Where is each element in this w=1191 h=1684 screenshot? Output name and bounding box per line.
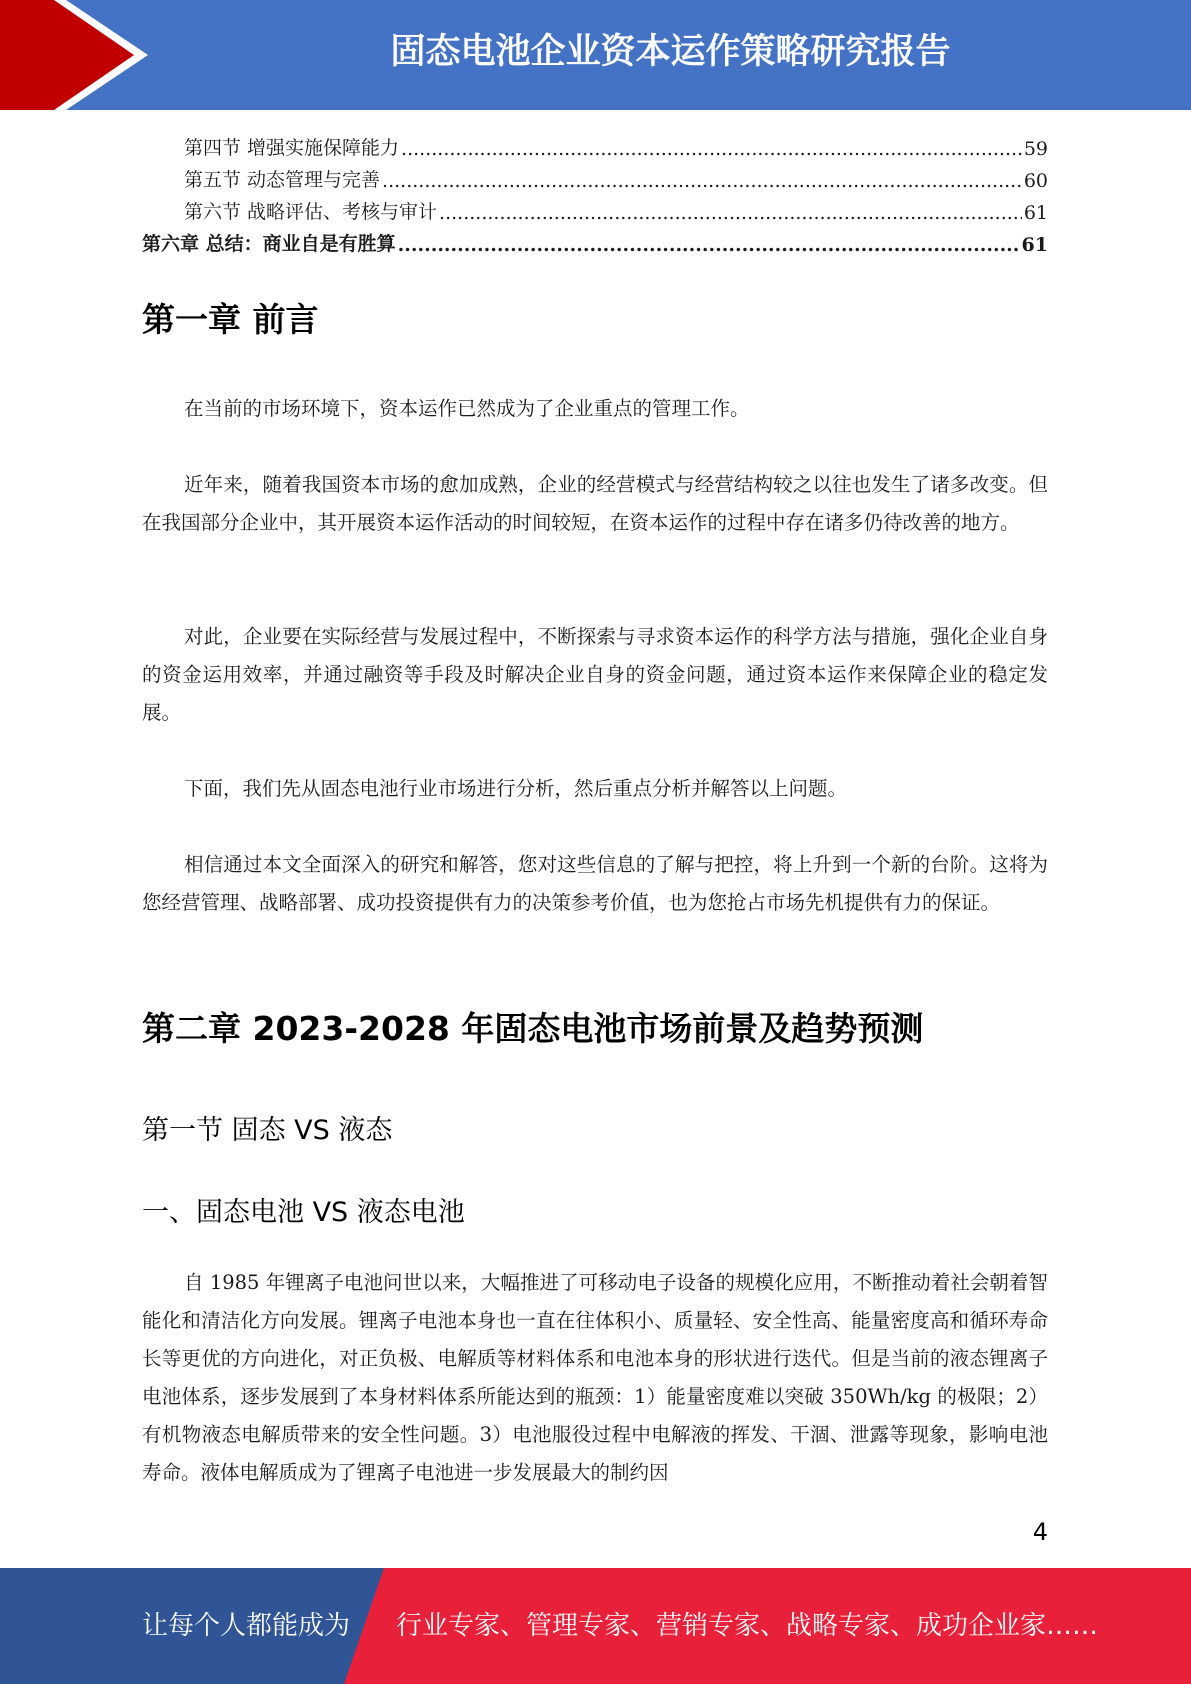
report-title: 固态电池企业资本运作策略研究报告 [390, 32, 951, 72]
paragraph: 自 1985 年锂离子电池问世以来，大幅推进了可移动电子设备的规模化应用，不断推动着社会朝着智能化和清洁化方向发展。锂离子电池本身也一直在往体积小、质量轻、安全性高、能量密度高和循环寿命长等更优的方向进化，对正负极、电解质等材料体系和电池本身的形状进行迭代。但是当前的液态锂离子电池体系，逐步发展到了本身材料体系所能达到的瓶颈：1）能量密度难以突破 350Wh/kg 的极限；2）有机物液态电解质带来的安全性问题。3）电池服役过程中电解液的挥发、干涸、泄露等现象，影响电池寿命。液体电解质成为了锂离子电池进一步发展最大的制约因 [142, 1271, 1048, 1484]
toc-leader-dots [439, 202, 1022, 224]
toc-leader-dots [398, 234, 1020, 256]
toc-entry-page: 60 [1023, 170, 1048, 192]
footer-slogan-left: 让每个人都能成为 [142, 1611, 351, 1641]
table-of-contents [142, 128, 1048, 256]
toc-entry-label: 第四节 增强实施保障能力 [184, 137, 400, 159]
toc-leader-dots [401, 138, 1022, 160]
toc-entry-label: 第六章 总结：商业自是有胜算 [142, 233, 396, 255]
section-heading: 第一节 固态 VS 液态 [142, 1115, 393, 1146]
toc-entry[interactable] [142, 128, 1048, 160]
page-number: 4 [1032, 1518, 1048, 1546]
paragraph: 下面，我们先从固态电池行业市场进行分析，然后重点分析并解答以上问题。 [184, 777, 848, 800]
footer-slogan-right: 行业专家、管理专家、营销专家、战略专家、成功企业家…… [396, 1611, 1099, 1641]
toc-entry-page: 59 [1023, 138, 1048, 160]
chapter-heading: 第二章 2023-2028 年固态电池市场前景及趋势预测 [142, 1009, 924, 1048]
paragraph: 近年来，随着我国资本市场的愈加成熟，企业的经营模式与经营结构较之以往也发生了诸多改变。但在我国部分企业中，其开展资本运作活动的时间较短，在资本运作的过程中存在诸多仍待改善的地方。 [142, 473, 1048, 534]
subsection-heading: 一、固态电池 VS 液态电池 [142, 1197, 465, 1228]
toc-entry[interactable] [142, 160, 1048, 192]
toc-entry-label: 第五节 动态管理与完善 [184, 169, 381, 191]
paragraph: 相信通过本文全面深入的研究和解答，您对这些信息的了解与把控，将上升到一个新的台阶。这将为您经营管理、战略部署、成功投资提供有力的决策参考价值，也为您抢占市场先机提供有力的保证。 [142, 853, 1048, 914]
paragraph: 在当前的市场环境下，资本运作已然成为了企业重点的管理工作。 [184, 397, 750, 420]
toc-entry-page: 61 [1021, 234, 1048, 256]
toc-entry[interactable] [142, 192, 1048, 224]
paragraph: 对此，企业要在实际经营与发展过程中，不断探索与寻求资本运作的科学方法与措施，强化企业自身的资金运用效率，并通过融资等手段及时解决企业自身的资金问题，通过资本运作来保障企业的稳定发展。 [142, 625, 1048, 724]
toc-chapter-entry[interactable] [142, 224, 1048, 256]
page-footer [0, 1568, 1191, 1684]
toc-leader-dots [382, 170, 1022, 192]
toc-entry-page: 61 [1023, 202, 1048, 224]
page-header [0, 0, 1191, 110]
chapter-heading: 第一章 前言 [142, 300, 319, 339]
toc-entry-label: 第六节 战略评估、考核与审计 [184, 201, 438, 223]
